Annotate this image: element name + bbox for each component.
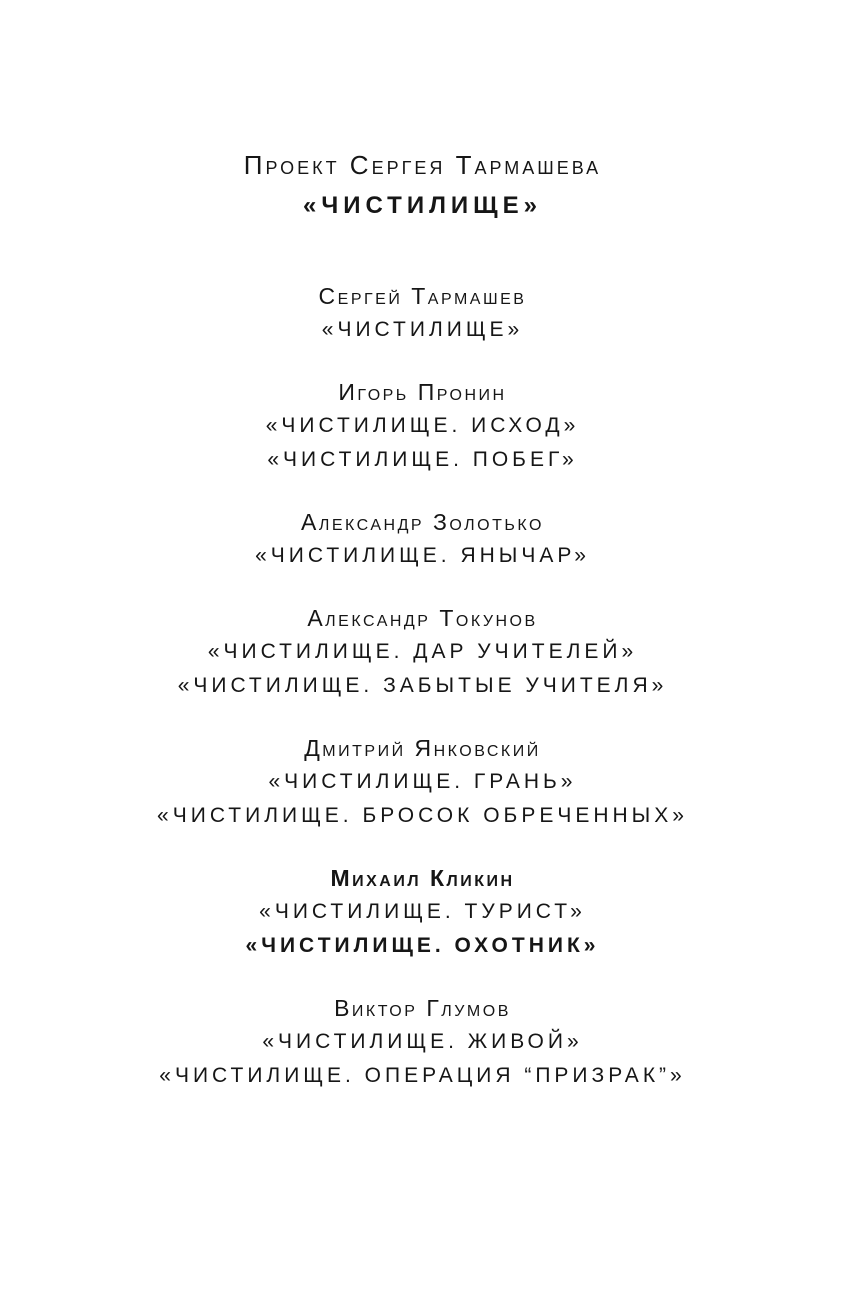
- book-title: «ЧИСТИЛИЩЕ. БРОСОК ОБРЕЧЕННЫХ»: [157, 804, 688, 827]
- author-name: Александр Токунов: [307, 605, 538, 631]
- book-title: «ЧИСТИЛИЩЕ. ИСХОД»: [265, 414, 580, 437]
- series-header: [0, 150, 845, 221]
- author-name: Александр Золотько: [301, 509, 544, 535]
- book-title: «ЧИСТИЛИЩЕ. ЗАБЫТЫЕ УЧИТЕЛЯ»: [177, 674, 668, 697]
- author-section: [0, 505, 845, 573]
- author-section: [0, 991, 845, 1093]
- book-title: «ЧИСТИЛИЩЕ. ЖИВОЙ»: [262, 1030, 583, 1053]
- author-section: [0, 375, 845, 477]
- author-name: Виктор Глумов: [334, 995, 511, 1021]
- author-section: [0, 279, 845, 347]
- book-title: «ЧИСТИЛИЩЕ»: [321, 318, 524, 341]
- book-title: «ЧИСТИЛИЩЕ. ТУРИСТ»: [259, 900, 586, 923]
- book-title: «ЧИСТИЛИЩЕ. ГРАНЬ»: [268, 770, 577, 793]
- book-title: «ЧИСТИЛИЩЕ. ОПЕРАЦИЯ “ПРИЗРАК”»: [159, 1064, 686, 1087]
- author-name: Дмитрий Янковский: [304, 735, 541, 761]
- book-title-current: «ЧИСТИЛИЩЕ. ОХОТНИК»: [245, 934, 600, 957]
- author-section: [0, 601, 845, 703]
- author-name: Сергей Тармашев: [318, 283, 527, 309]
- series-project-title: Проект Сергея Тармашева: [243, 150, 602, 180]
- author-section: [0, 861, 845, 963]
- author-name: Михаил Кликин: [330, 865, 515, 891]
- series-name: «ЧИСТИЛИЩЕ»: [302, 192, 542, 219]
- book-title: «ЧИСТИЛИЩЕ. ПОБЕГ»: [267, 448, 578, 471]
- book-title: «ЧИСТИЛИЩЕ. ДАР УЧИТЕЛЕЙ»: [207, 640, 638, 663]
- author-name: Игорь Пронин: [338, 379, 507, 405]
- author-section: [0, 731, 845, 833]
- book-title: «ЧИСТИЛИЩЕ. ЯНЫЧАР»: [255, 544, 590, 567]
